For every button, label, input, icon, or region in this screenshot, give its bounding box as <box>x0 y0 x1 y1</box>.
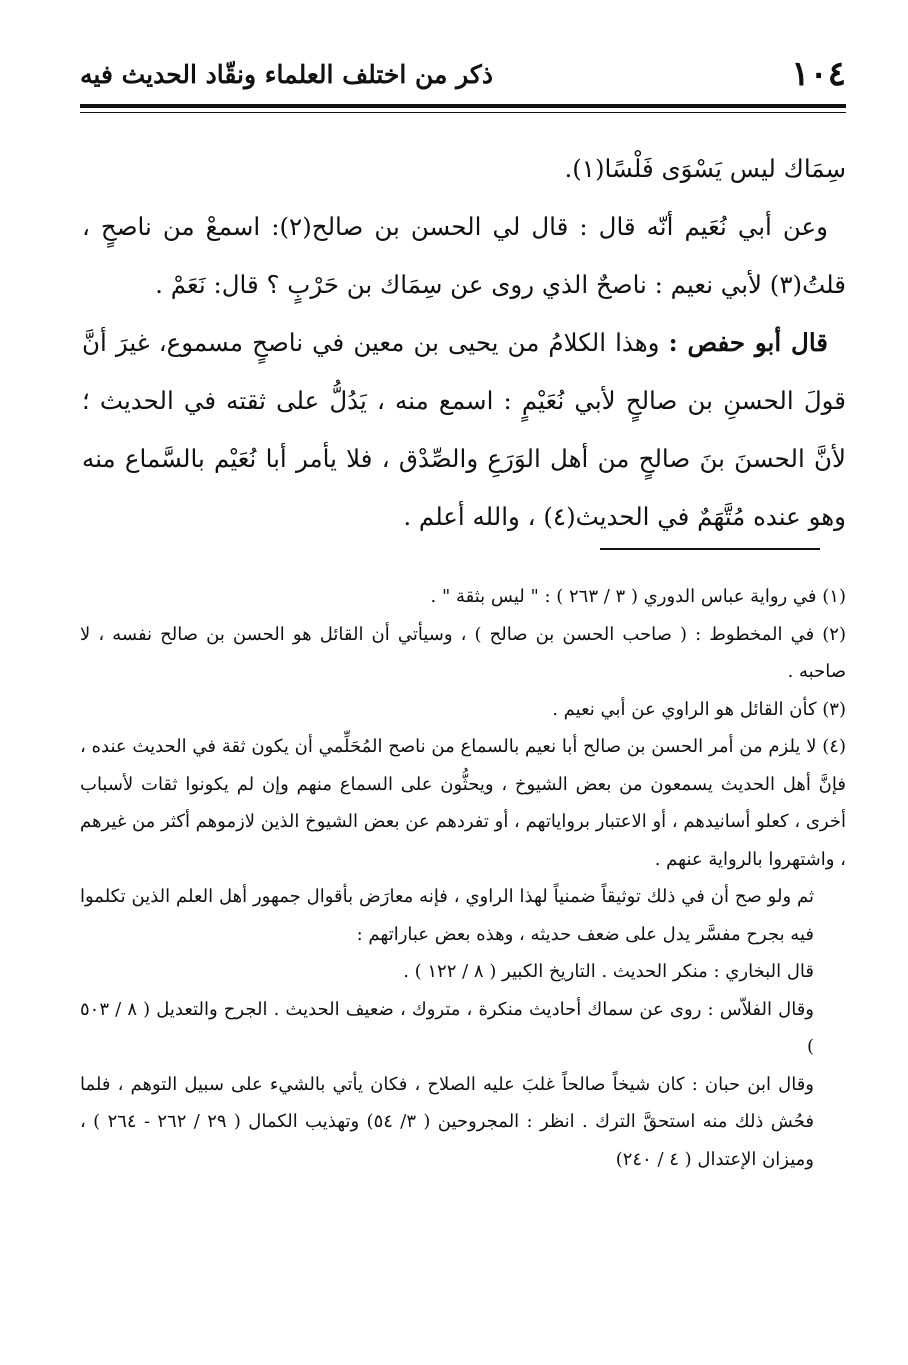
page-number: ١٠٤ <box>791 54 846 94</box>
speaker-label: قال أبو حفص : <box>668 328 828 357</box>
paragraph-3 <box>82 314 846 546</box>
footnote-4-ibn-hibban: وقال ابن حبان : كان شيخاً صالحاً غلبَ عليه الصلاح ، فكان يأتي بالشيء على سبيل التوهم ، فلما فحُش ذلك منه استحقَّ الترك . انظر : المجروحين ( ٣/ ٥٤) وتهذيب الكمال ( ٢٩ / ٢٦٢ - ٢٦٤ ) ، وميزان الإعتدال ( ٤ / ٢٤٠) <box>80 1073 814 1170</box>
footnote-1: (١) في رواية عباس الدوري ( ٣ / ٢٦٣ ) : " ليس بثقة " . <box>430 586 846 607</box>
footnotes <box>80 578 846 1178</box>
main-text <box>82 140 846 546</box>
footnote-3: (٣) كأن القائل هو الراوي عن أبي نعيم . <box>552 698 846 720</box>
paragraph-2: وعن أبي نُعَيم أنّه قال : قال لي الحسن بن صالح(٢): اسمعْ من ناصحٍ ، قلتُ(٣) لأبي نعيم : ناصحٌ الذي روى عن سِمَاك بن حَرْبٍ ؟ قال: نَعَمْ . <box>82 212 846 299</box>
footnote-4-fallas: وقال الفلاّس : روى عن سماك أحاديث منكرة ، متروك ، ضعيف الحديث . الجرح والتعديل ( ٨ / ٥٠٣ ) <box>80 998 814 1057</box>
footnote-4-continuation: ثم ولو صح أن في ذلك توثيقاً ضمنياً لهذا الراوي ، فإنه معارَض بأقوال جمهور أهل العلم الذين تكلموا فيه بجرح مفسَّر يدل على ضعف حديثه ، وهذه بعض عباراتهم : <box>80 886 814 945</box>
running-title: ذكر من اختلف العلماء ونقّاد الحديث فيه <box>80 59 493 89</box>
footnote-2: (٢) في المخطوط : ( صاحب الحسن بن صالح ) ، وسيأتي أن القائل هو الحسن بن صالح نفسه ، لا صاحبه . <box>80 623 846 682</box>
paragraph-1: سِمَاك ليس يَسْوَى فَلْسًا(١). <box>564 154 846 183</box>
footnote-separator <box>600 548 820 550</box>
header-rule-thin <box>80 112 846 113</box>
footnote-4: (٤) لا يلزم من أمر الحسن بن صالح أبا نعيم بالسماع من ناصح المُحَلِّمي أن يكون ثقة في الحديث عنده ، فإنَّ أهل الحديث يسمعون من بعض الشيوخ ، ويحثُّون على السماع منهم وإن لم يكونوا ثقات لأسباب أخرى ، كعلو أسانيدهم ، أو الاعتبار برواياتهم ، أو تفردهم عن بعض الشيوخ الذين لازموهم أكثر من غيرهم ، واشتهروا بالرواية عنهم . <box>79 736 846 870</box>
page-header <box>80 50 846 98</box>
footnote-4-bukhari: قال البخاري : منكر الحديث . التاريخ الكبير ( ٨ / ١٢٢ ) . <box>403 961 814 982</box>
paragraph-3-text: وهذا الكلامُ من يحيى بن معين في ناصحٍ مسموع، غيرَ أنَّ قولَ الحسنِ بن صالحٍ لأبي نُعَيْمٍ : اسمع منه ، يَدُلُّ على ثقته في الحديث ؛ لأنَّ الحسنَ بنَ صالحٍ من أهل الوَرَعِ والصِّدْق ، فلا يأمر أبا نُعَيْم بالسَّماع منه وهو عنده مُتَّهَمٌ في الحديث(٤) ، والله أعلم . <box>82 328 846 531</box>
header-rule <box>80 104 846 108</box>
